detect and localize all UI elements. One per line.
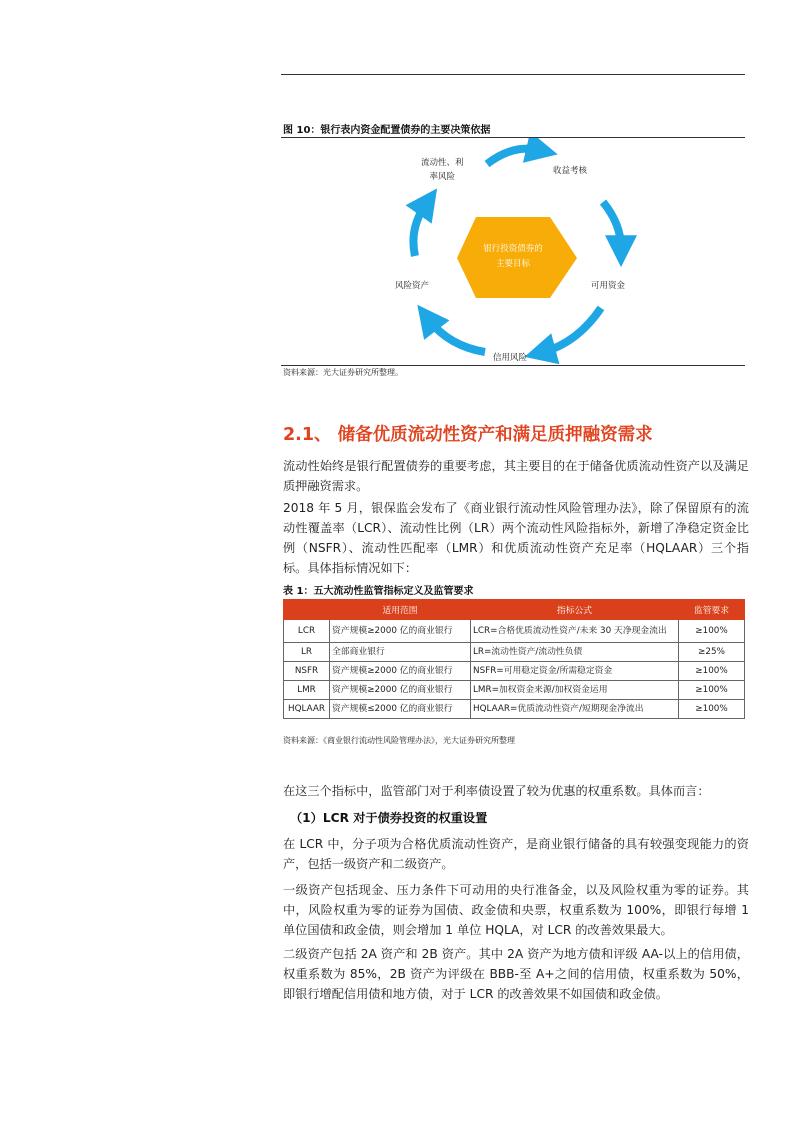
table-header-row <box>284 600 745 620</box>
indicator-scope: 资产规模≥2000 亿的商业银行 <box>330 620 471 643</box>
paragraph-4: 在 LCR 中，分子项为合格优质流动性资产，是商业银行储备的具有较强变现能力的资产，包括一级资产和二级资产。 <box>283 837 749 871</box>
node-liquidity-line1: 流动性、利 <box>421 158 464 168</box>
indicator-requirement: ≥100% <box>679 620 745 643</box>
header-scope: 适用范围 <box>330 600 471 620</box>
indicator-formula: LCR=合格优质流动性资产/未来 30 天净现金流出 <box>471 620 679 643</box>
node-credit-risk: 信用风险 <box>493 353 528 363</box>
indicator-name: LCR <box>284 620 330 643</box>
indicator-scope: 全部商业银行 <box>330 643 471 662</box>
node-return-assessment: 收益考核 <box>553 166 588 176</box>
header-blank <box>284 600 330 620</box>
paragraph-5: 一级资产包括现金、压力条件下可动用的央行准备金，以及风险权重为零的证券。其中，风险权重为零的证券为国债、政金债和央票，权重系数为 100%，即银行每增 1 单位国债和政金债，则会增加 1 单位 HQLA，对 LCR 的改善效果最大。 <box>283 883 749 937</box>
indicator-requirement: ≥100% <box>679 700 745 719</box>
paragraph-2: 2018 年 5 月，银保监会发布了《商业银行流动性风险管理办法》，除了保留原有的流动性覆盖率（LCR）、流动性比例（LR）两个流动性风险指标外，新增了净稳定资金比例（NSFR）、流动性匹配率（LMR）和优质流动性资产充足率（HQLAAR）三个指标。具体指标情况如下： <box>283 501 749 575</box>
indicator-name: NSFR <box>284 662 330 681</box>
header-formula: 指标公式 <box>471 600 679 620</box>
node-risk-assets: 风险资产 <box>395 281 430 291</box>
indicator-name: LR <box>284 643 330 662</box>
liquidity-indicator-table <box>283 599 745 719</box>
decision-cycle-diagram <box>281 138 745 366</box>
table-title: 表 1：五大流动性监管指标定义及监管要求 <box>283 586 474 597</box>
paragraph-6: 二级资产包括 2A 资产和 2B 资产。其中 2A 资产为地方债和评级 AA-以上的信用债，权重系数为 85%，2B 资产为评级在 BBB-至 A+之间的信用债，权重系数为 50%，即银行增配信用债和地方债，对于 LCR 的改善效果不如国债和政金债。 <box>283 947 749 1001</box>
indicator-formula: LR=流动性资产/流动性负债 <box>471 643 679 662</box>
arrow-right-upper <box>603 202 621 248</box>
center-hexagon <box>457 217 577 298</box>
center-label-line1: 银行投资债券的 <box>483 244 543 254</box>
indicator-scope: 资产规模≤2000 亿的商业银行 <box>330 700 471 719</box>
indicator-scope: 资产规模≥2000 亿的商业银行 <box>330 681 471 700</box>
arrow-left <box>413 204 426 256</box>
header-rule <box>281 74 745 75</box>
node-liquidity-line2: 率风险 <box>429 172 456 182</box>
table-row <box>284 700 745 719</box>
indicator-formula: HQLAAR=优质流动性资产/短期现金净流出 <box>471 700 679 719</box>
arrow-bottom-left <box>429 320 485 352</box>
indicator-name: HQLAAR <box>284 700 330 719</box>
indicator-requirement: ≥100% <box>679 681 745 700</box>
figure-bottom-rule <box>281 365 745 366</box>
indicator-requirement: ≥25% <box>679 643 745 662</box>
table-row <box>284 662 745 681</box>
indicator-formula: NSFR=可用稳定资金/所需稳定资金 <box>471 662 679 681</box>
table-source: 资料来源：《商业银行流动性风险管理办法》，光大证券研究所整理 <box>283 736 515 745</box>
subheading-lcr: （1）LCR 对于债券投资的权重设置 <box>290 811 488 825</box>
paragraph-3: 在这三个指标中，监管部门对于利率债设置了较为优惠的权重系数。具体而言： <box>283 784 710 798</box>
arrow-top <box>487 149 539 164</box>
arrow-right-lower <box>543 308 601 352</box>
figure-source: 资料来源：光大证券研究所整理。 <box>283 368 403 377</box>
paragraph-1: 流动性始终是银行配置债券的重要考虑，其主要目的在于储备优质流动性资产以及满足质押融资需求。 <box>283 459 749 493</box>
indicator-requirement: ≥100% <box>679 662 745 681</box>
table-row <box>284 643 745 662</box>
header-requirement: 监管要求 <box>679 600 745 620</box>
table-row <box>284 681 745 700</box>
node-available-funds: 可用资金 <box>591 281 626 291</box>
cycle-svg <box>281 138 745 366</box>
table-row <box>284 620 745 643</box>
node-liquidity-rate-risk <box>421 156 464 184</box>
indicator-name: LMR <box>284 681 330 700</box>
section-heading: 2.1、 储备优质流动性资产和满足质押融资需求 <box>283 425 653 445</box>
indicator-formula: LMR=加权资金来源/加权资金运用 <box>471 681 679 700</box>
indicator-scope: 资产规模≥2000 亿的商业银行 <box>330 662 471 681</box>
figure-title: 图 10：银行表内资金配置债券的主要决策依据 <box>283 125 491 136</box>
center-label-line2: 主要目标 <box>495 259 531 269</box>
